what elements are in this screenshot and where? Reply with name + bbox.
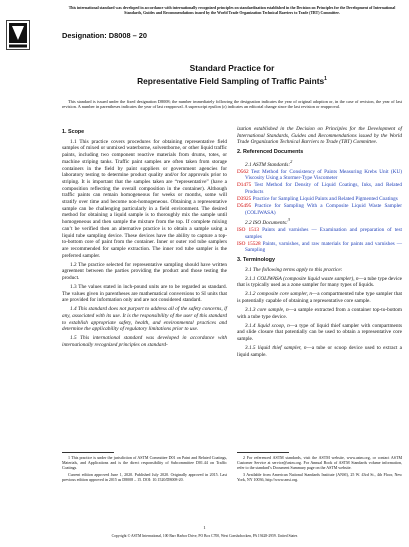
title-footnote-mark: 1: [324, 75, 327, 82]
para-1-5-cont: ization established in the Decision on Principles for the Development of International Standards, Guides and Recommendations issued by the World Trade Organization Technical Barriers to Trade (TBT) Committee.: [237, 126, 402, 146]
terminology-heading: 3. Terminology: [237, 257, 275, 264]
ref-iso-15528[interactable]: [237, 241, 402, 254]
ref-d3925[interactable]: [237, 196, 402, 203]
ref-title[interactable]: Paints and varnishes — Examination and preparation of test samples: [245, 226, 402, 240]
para-1-2: 1.2 The practice selected for representative sampling should have written agreement between the parties providing the product and those testing the product.: [62, 261, 227, 281]
ref-title[interactable]: Test Method for Consistency of Paints Measuring Krebs Unit (KU) Viscosity Using a Stormer-Type Viscometer: [245, 168, 403, 182]
para-3-1: 3.1 The following terms apply to this practice:: [245, 266, 343, 273]
left-column: [62, 126, 227, 351]
footnote-1-edition: Current edition approved June 1, 2020. Published July 2020. Originally approved in 2015. Last previous edition approved in 2015 as D8008 – 15. DOI: 10.1520/D8008-20.: [62, 471, 227, 482]
footnote-1: 1 This practice is under the jurisdiction of ASTM Committee D01 on Paint and Related Coatings, Materials, and Applications and is the direct responsibility of Subcommittee D01.44 on Traffic Coatings.: [62, 455, 227, 470]
referenced-documents-heading: 2. Referenced Documents: [237, 149, 304, 156]
term-label: 3.1.5 liquid thief sampler, n: [245, 344, 307, 351]
footnotes-left: [62, 448, 227, 485]
right-column: [237, 126, 402, 360]
term-definition: —a tube or scoop device used to extract a liquid sample.: [237, 344, 402, 358]
ref-d1475[interactable]: [237, 182, 402, 195]
footnote-divider: [62, 452, 114, 453]
title-line-1: Standard Practice for: [189, 63, 275, 73]
para-1-4: 1.4 This standard does not purport to address all of the safety concerns, if any, associated with its use. It is the responsibility of the user of this standard to establish appropriate safety, health, and environmental practices and determine the applicability of regulatory limitations prior to use.: [62, 306, 227, 333]
term-label: 3.1.4 liquid scoop, n: [245, 322, 290, 329]
ref-title[interactable]: Practice for Sampling Liquid Paints and Related Pigmented Coatings: [252, 196, 398, 203]
ref-code[interactable]: D562: [237, 168, 249, 175]
ref-code[interactable]: D5495: [237, 203, 252, 210]
para-1-3: 1.3 The values stated in inch-pound units are to be regarded as standard. The values given in parentheses are mathematical conversions to SI units that are provided for information only and are not considered standard.: [62, 283, 227, 304]
term-definition: —a type of liquid thief sampler with compartments and slide closure that potentially can be used to obtain a representative core sample.: [237, 322, 403, 342]
ref-title[interactable]: Test Method for Density of Liquid Coatings, Inks, and Related Products: [245, 182, 403, 196]
issued-notice: This standard is issued under the fixed designation D8008; the number immediately following the designation indicates the year of original adoption or, in the case of revision, the year of last revision. A number in parentheses indicates the year of last reapproval. A superscript epsilon (ε) indicates an editorial change since the last revision or reapproval.: [62, 99, 402, 110]
iso-documents-heading: [237, 217, 402, 226]
footnote-2: 2 For referenced ASTM standards, visit the ASTM website, www.astm.org, or contact ASTM Customer Service at service@astm.org. For Annual Book of ASTM Standards volume information, refer to the standard’s Document Summary page on the ASTM website.: [237, 455, 402, 470]
page-number: 1: [203, 525, 206, 530]
designation: Designation: D8008 – 20: [62, 31, 148, 40]
term-3-1-3: [237, 307, 402, 320]
term-3-1-4: [237, 323, 402, 343]
term-3-1-1: [237, 276, 402, 289]
copyright-footer: Copyright © ASTM International, 100 Barr Harbor Drive, PO Box C700, West Conshohocken, PA 19428-2959. United States: [111, 534, 298, 538]
term-definition: —a compartmented tube type sampler that is potentially capable of obtaining a representative core sample.: [237, 291, 402, 305]
term-label: 3.1.1 COLIWASA (composite liquid waste sampler), n: [245, 275, 359, 282]
document-title: [62, 63, 402, 86]
para-1-1: 1.1 This practice covers procedures for obtaining representative field samples of mixed or unmixed waterborne, solventborne, or other liquid traffic paints, including two component reactive materials from drums, totes, or machine striping tanks. Traffic paint samples are often taken from storage containers in the field by paint suppliers or government agencies for laboratory testing to determine product quality and/or for approvals prior to striping. It is important that the samples taken are “representative” (have a composition reflecting the overall composition in the container). Although traffic paints can remain homogeneous for weeks or months, some will stratify over time and become non-homogeneous. Obtaining a representative sample can be challenging particularly in a field environment. The desired method for obtaining a liquid sample is to thoroughly mix the sample until homogeneous and then sample the mixture from the top. If complete mixing can’t be verified then an alternative practice is to obtain a sample using a liquid tube sampling device. These devices have the ability to capture a top-to-bottom core of paint from the container. Inner or outer rod tube samplers are recommended for sample extraction. The inner rod tube sampler is the preferred sampler.: [62, 138, 227, 259]
para-1-5: 1.5 This international standard was developed in accordance with internationally recognized principles on standard-: [62, 335, 227, 348]
term-definition: —a tube type device that is typically used as a zone sampler for many types of liquids.: [237, 275, 402, 289]
ref-title[interactable]: Practice for Sampling With a Composite Liquid Waste Sampler (COLIWASA): [245, 203, 403, 217]
scope-heading: 1. Scope: [62, 129, 85, 135]
ref-code[interactable]: ISO 1513: [237, 226, 260, 233]
footnotes-right: [237, 448, 402, 485]
ref-d562[interactable]: [237, 169, 402, 182]
footnote-3: 3 Available from American National Standards Institute (ANSI), 25 W. 43rd St., 4th Floor, New York, NY 10036, http://www.ansi.org.: [237, 471, 402, 482]
ref-code[interactable]: D3925: [237, 196, 252, 203]
astm-logo-icon: [6, 20, 30, 50]
astm-standards-label: 2.1 ASTM Standards:: [245, 161, 291, 168]
astm-footnote-mark: 2: [290, 158, 293, 164]
iso-footnote-mark: 3: [287, 217, 290, 223]
term-3-1-5: [237, 345, 402, 358]
ref-iso-1513[interactable]: [237, 227, 402, 240]
term-definition: —a sample extracted from a container top-to-bottom with a tube type device.: [237, 306, 402, 320]
ref-title[interactable]: Paints, varnishes, and raw materials for paints and varnishes — Sampling: [245, 240, 402, 254]
title-line-2-text: Representative Field Sampling of Traffic Paints: [137, 75, 325, 86]
footnote-divider: [237, 452, 289, 453]
ref-code[interactable]: D1475: [237, 182, 252, 189]
wto-notice: This international standard was developed in accordance with internationally recognized principles on standardization established in the Decision on Principles for the Development of International Standards, Guides and Recommendations issued by the World Trade Organization Technical Barriers to Trade (TBT) Committee.: [68, 6, 396, 15]
astm-standards-heading: [237, 159, 402, 168]
ref-code[interactable]: ISO 15528: [237, 240, 261, 247]
term-3-1-2: [237, 291, 402, 304]
ref-d5495[interactable]: [237, 203, 402, 216]
term-label: 3.1.2 composite core sampler, n: [245, 291, 312, 298]
iso-documents-label: 2.2 ISO Documents:: [245, 219, 288, 226]
title-line-2: [62, 74, 402, 86]
term-label: 3.1.3 core sample, n: [245, 306, 289, 313]
